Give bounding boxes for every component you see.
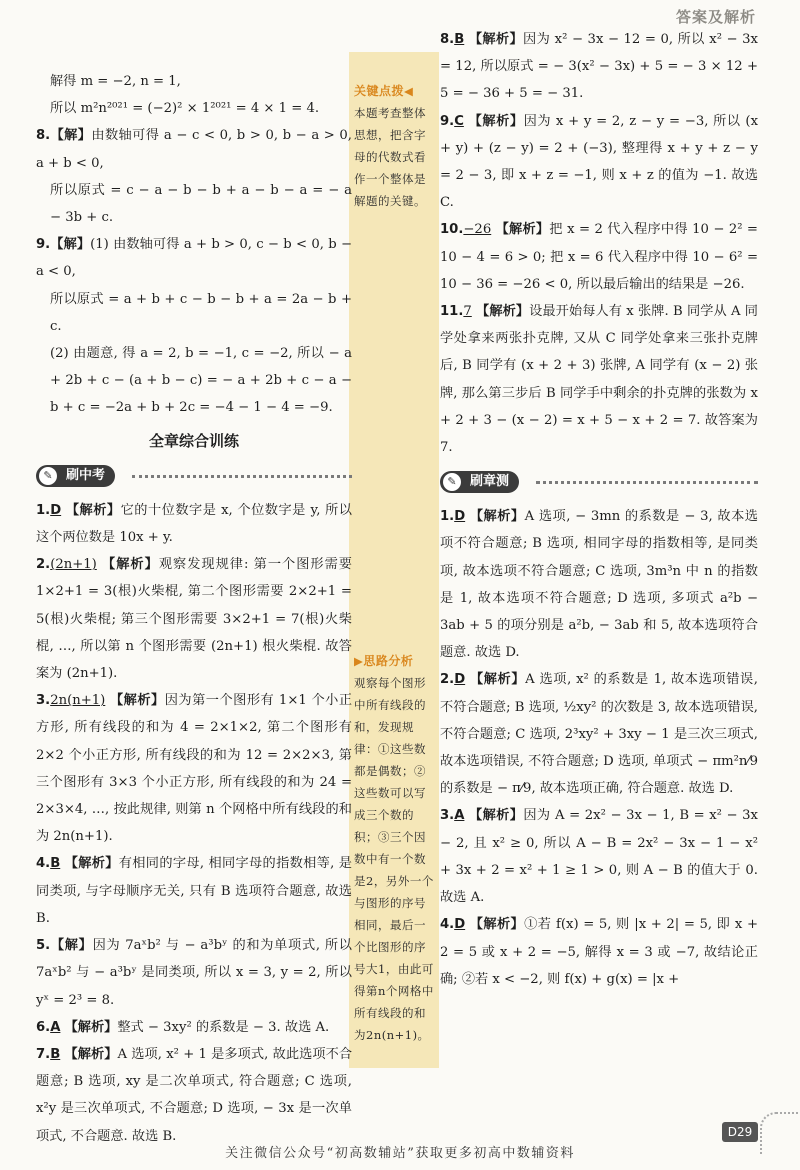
item-label: 【解析】 xyxy=(110,693,165,709)
exam-banner xyxy=(36,463,352,491)
exam-item xyxy=(36,497,352,551)
item-answer: −26 xyxy=(463,222,492,238)
item-number: 9. xyxy=(36,237,51,253)
item-answer: C xyxy=(454,113,464,129)
item-answer: 7 xyxy=(463,304,472,320)
item-number: 1. xyxy=(440,509,455,525)
solution-line: 由数轴可得 a − c < 0, b > 0, b − a > 0, a + b < 0, xyxy=(36,128,353,171)
item-text: 因为 x + y = 2, z − y = −3, 所以 (x + y) + (z − y) = 2 + (−3), 整理得 x + y + z − y = 2 − 3, 即 x + z = −1, 则 x + z 的值为 −1. 故选 C. xyxy=(440,113,759,211)
exam-item xyxy=(440,216,758,298)
chapter-item xyxy=(440,666,758,802)
item-label: 【解析】 xyxy=(495,222,550,238)
dotted-divider xyxy=(132,475,352,478)
item-label: 【解析】 xyxy=(469,672,526,688)
exam-item xyxy=(36,1014,352,1041)
item-text: 因为第一个图形有 1×1 个小正方形, 所有线段的和为 4 = 2×1×2, 第二个图形有 2×2 个小正方形, 所有线段的和为 12 = 2×2×3, 第三个图形有 3×3 个小正方形, 所有线段的和为 24 = 2×3×4, …, 按此规律, 则第 n 个网格中所有线段的和为 2n(n+1). xyxy=(36,693,353,845)
tip-key-point xyxy=(354,80,436,212)
item-label: 【解】 xyxy=(50,128,92,144)
chapter-banner xyxy=(440,469,758,497)
chapter-pill xyxy=(440,471,519,493)
item-answer: D xyxy=(454,917,466,933)
item-number: 8. xyxy=(440,32,455,47)
item-number: 4. xyxy=(440,917,455,933)
item-number: 11. xyxy=(440,304,464,320)
item-number: 6. xyxy=(36,1019,51,1035)
item-text: 观察发现规律: 第一个图形需要 1×2+1 = 3(根)火柴棍, 第二个图形需要 2×2+1 = 5(根)火柴棍; 第三个图形需要 3×2+1 = 7(根)火柴棍, …, 所以第 n 个图形需要 (2n+1) 根火柴棍. 故答案为 (2n+1). xyxy=(36,557,352,682)
item-label: 【解析】 xyxy=(64,1046,118,1062)
item-text: A 选项, x² + 1 是多项式, 故此选项不合题意; B 选项, xy 是二次单项式, 符合题意; C 选项, x²y 是三次单项式, 不合题意; D 选项, − 3x 是一次单项式, 不合题意. 故选 B. xyxy=(36,1046,353,1144)
brush-icon: ✎ xyxy=(443,473,461,491)
item-number: 10. xyxy=(440,222,464,238)
footer-note: 关注微信公众号“初高数辅站”获取更多初高中数辅资料 xyxy=(225,1146,575,1161)
item-answer: B xyxy=(454,32,465,47)
arrow-left-icon: ◀ xyxy=(404,84,414,98)
section-title: 全章综合训练 xyxy=(148,431,239,450)
solution-line: (1) 由数轴可得 a + b > 0, c − b < 0, b − a < 0, xyxy=(36,237,352,280)
item-answer: B xyxy=(50,856,61,872)
item-number: 1. xyxy=(36,502,51,518)
item-label: 【解析】 xyxy=(64,856,119,872)
item-text: ①若 f(x) = 5, 则 |x + 2| = 5, 即 x + 2 = 5 或 x + 2 = −5, 解得 x = 3 或 −7, 故结论正确; ②若 x < −2, 则 f(x) + g(x) = |x + xyxy=(440,917,758,987)
item-label: 【解析】 xyxy=(469,917,525,933)
solution-line: 解得 m = −2, n = 1, xyxy=(50,74,181,89)
chapter-item xyxy=(440,802,758,911)
item-label: 【解析】 xyxy=(468,32,524,47)
tip-key-title: 关键点拨 xyxy=(354,84,405,98)
item-answer: (2n+1) xyxy=(50,557,97,573)
item-text: 有相同的字母, 相同字母的指数相等, 是同类项, 与字母顺序无关, 只有 B 选项符合题意, 故选 B. xyxy=(36,856,352,926)
item-answer: B xyxy=(50,1046,61,1062)
exam-pill xyxy=(36,465,115,487)
chapter-items xyxy=(440,503,758,993)
item-answer: 2n(n+1) xyxy=(50,693,106,709)
item-number: 8. xyxy=(36,128,51,144)
exam-item xyxy=(36,932,352,1014)
header-label: 答案及解析 xyxy=(675,8,756,26)
tip-think-title: 思路分析 xyxy=(363,654,414,668)
exam-items xyxy=(36,497,352,1150)
item-label: 【解析】 xyxy=(469,509,525,525)
item-text: 它的十位数字是 x, 个位数字是 y, 所以这个两位数是 10x + y. xyxy=(36,502,352,546)
brush-icon: ✎ xyxy=(39,467,57,485)
item-text: A 选项, x² 的系数是 1, 故本选项错误, 不符合题意; B 选项, ½xy² 的次数是 3, 故本选项错误, 不符合题意; C 选项, 2³xy² + 3xy − 1 是三次三项式, 故本选项错误, 不符合题意; D 选项, 单项式 − πm²n⁄9 的系数是 − π⁄9, 故本选项正确, 符合题意. 故选 D. xyxy=(440,672,758,797)
item-label: 【解析】 xyxy=(476,304,530,320)
item-answer: D xyxy=(454,509,466,525)
left-column xyxy=(36,68,352,1150)
tip-key-text: 本题考查整体思想，把含字母的代数式看作一个整体是解题的关键。 xyxy=(354,106,426,208)
item-label: 【解析】 xyxy=(65,502,121,518)
item-number: 4. xyxy=(36,856,51,872)
item-answer: A xyxy=(454,808,465,824)
item-label: 【解析】 xyxy=(102,557,159,573)
item-number: 3. xyxy=(36,693,51,709)
item-answer: D xyxy=(454,672,466,688)
exam-banner-label: 刷中考 xyxy=(66,467,106,483)
exam-item xyxy=(36,551,352,687)
solution-line: (2) 由题意, 得 a = 2, b = −1, c = −2, 所以 − a + 2b + c − (a + b − c) = − a + 2b + c − a − b + c = −2a + b + 2c = −4 − 1 − 4 = −9. xyxy=(50,346,352,416)
item-number: 9. xyxy=(440,113,455,129)
item-answer: A xyxy=(50,1019,61,1035)
item-text: A 选项, − 3mn 的系数是 − 3, 故本选项不符合题意; B 选项, 相同字母的指数相等, 是同类项, 故本选项不符合题意; C 选项, 3m³n 中 n 的指数是 1, 故本选项不符合题意; D 选项, 多项式 a²b − 3ab + 5 的项分别是 a²b, − 3ab 和 5, 故本选项符合题意. 故选 D. xyxy=(440,509,758,661)
right-column xyxy=(440,26,758,993)
item-number: 5. xyxy=(36,938,51,954)
arrow-right-icon: ▶ xyxy=(354,654,364,668)
exam-item xyxy=(440,298,758,461)
item-answer: D xyxy=(50,502,62,518)
item-label: 【解】 xyxy=(50,938,93,954)
solution-line: 所以原式 = c − a − b − b + a − b − a = − a − 3b + c. xyxy=(50,182,352,226)
exam-item xyxy=(36,850,352,932)
item-number: 2. xyxy=(440,672,455,688)
exam-item xyxy=(440,108,758,217)
right-items xyxy=(440,26,758,461)
solution-line: 所以原式 = a + b + c − b − b + a = 2a − b + c. xyxy=(50,291,352,334)
chapter-item xyxy=(440,503,758,666)
exam-item xyxy=(36,687,352,850)
item-label: 【解析】 xyxy=(469,808,524,824)
item-text: 因为 7aˣb² 与 − a³bʸ 的和为单项式, 所以 7aˣb² 与 − a³bʸ 是同类项, 所以 x = 3, y = 2, 所以 yˣ = 2³ = 8. xyxy=(36,938,352,1008)
page-number: D29 xyxy=(722,1122,758,1142)
dotted-divider xyxy=(536,481,758,484)
item-number: 2. xyxy=(36,557,51,573)
item-text: 整式 − 3xy² 的系数是 − 3. 故选 A. xyxy=(117,1019,330,1035)
item-label: 【解析】 xyxy=(64,1019,118,1035)
item-number: 7. xyxy=(36,1046,51,1062)
solution-line: 所以 m²n²⁰²¹ = (−2)² × 1²⁰²¹ = 4 × 1 = 4. xyxy=(50,101,320,117)
item-text: 把 x = 2 代入程序中得 10 − 2² = 10 − 4 = 6 > 0; 把 x = 6 代入程序中得 10 − 6² = 10 − 36 = −26 < 0, 所以最后输出的结果是 −26. xyxy=(440,222,758,292)
item-text: 设最开始每人有 x 张牌. B 同学从 A 同学处拿来两张扑克牌, 又从 C 同学处拿来三张扑克牌后, B 同学有 (x + 2 + 3) 张牌, A 同学有 (x − 2) 张牌, 那么第三步后 B 同学手中剩余的扑克牌的张数为 x + 2 + 3 − (x − 2) = x + 5 − x + 2 = 7. 故答案为 7. xyxy=(440,304,758,456)
exam-item xyxy=(36,1041,352,1150)
item-text: 因为 x² − 3x − 12 = 0, 所以 x² − 3x = 12, 所以原式 = − 3(x² − 3x) + 5 = − 3 × 12 + 5 = − 36 + 5 = − 31. xyxy=(440,32,758,102)
chapter-banner-label: 刷章测 xyxy=(470,474,510,490)
tip-think-text: 观察每个图形中所有线段的和，发现规律：①这些数都是偶数；②这些数可以写成三个数的积；③三个因数中有一个数是2，另外一个与图形的序号相同，最后一个比图形的序号大1，由此可得第n个网格中所有线段的和为2n(n+1)。 xyxy=(354,676,434,1042)
item-number: 3. xyxy=(440,808,455,824)
item-text: 因为 A = 2x² − 3x − 1, B = x² − 3x − 2, 且 x² ≥ 0, 所以 A − B = 2x² − 3x − 1 − x² + 3x + 2 = x² + 1 ≥ 1 > 0, 则 A − B 的值大于 0. 故选 A. xyxy=(440,808,758,906)
item-label: 【解】 xyxy=(50,237,91,253)
item-label: 【解析】 xyxy=(468,113,524,129)
prev-solutions xyxy=(36,68,352,422)
tip-thinking xyxy=(354,650,436,1046)
chapter-item xyxy=(440,911,758,993)
exam-item xyxy=(440,26,758,108)
